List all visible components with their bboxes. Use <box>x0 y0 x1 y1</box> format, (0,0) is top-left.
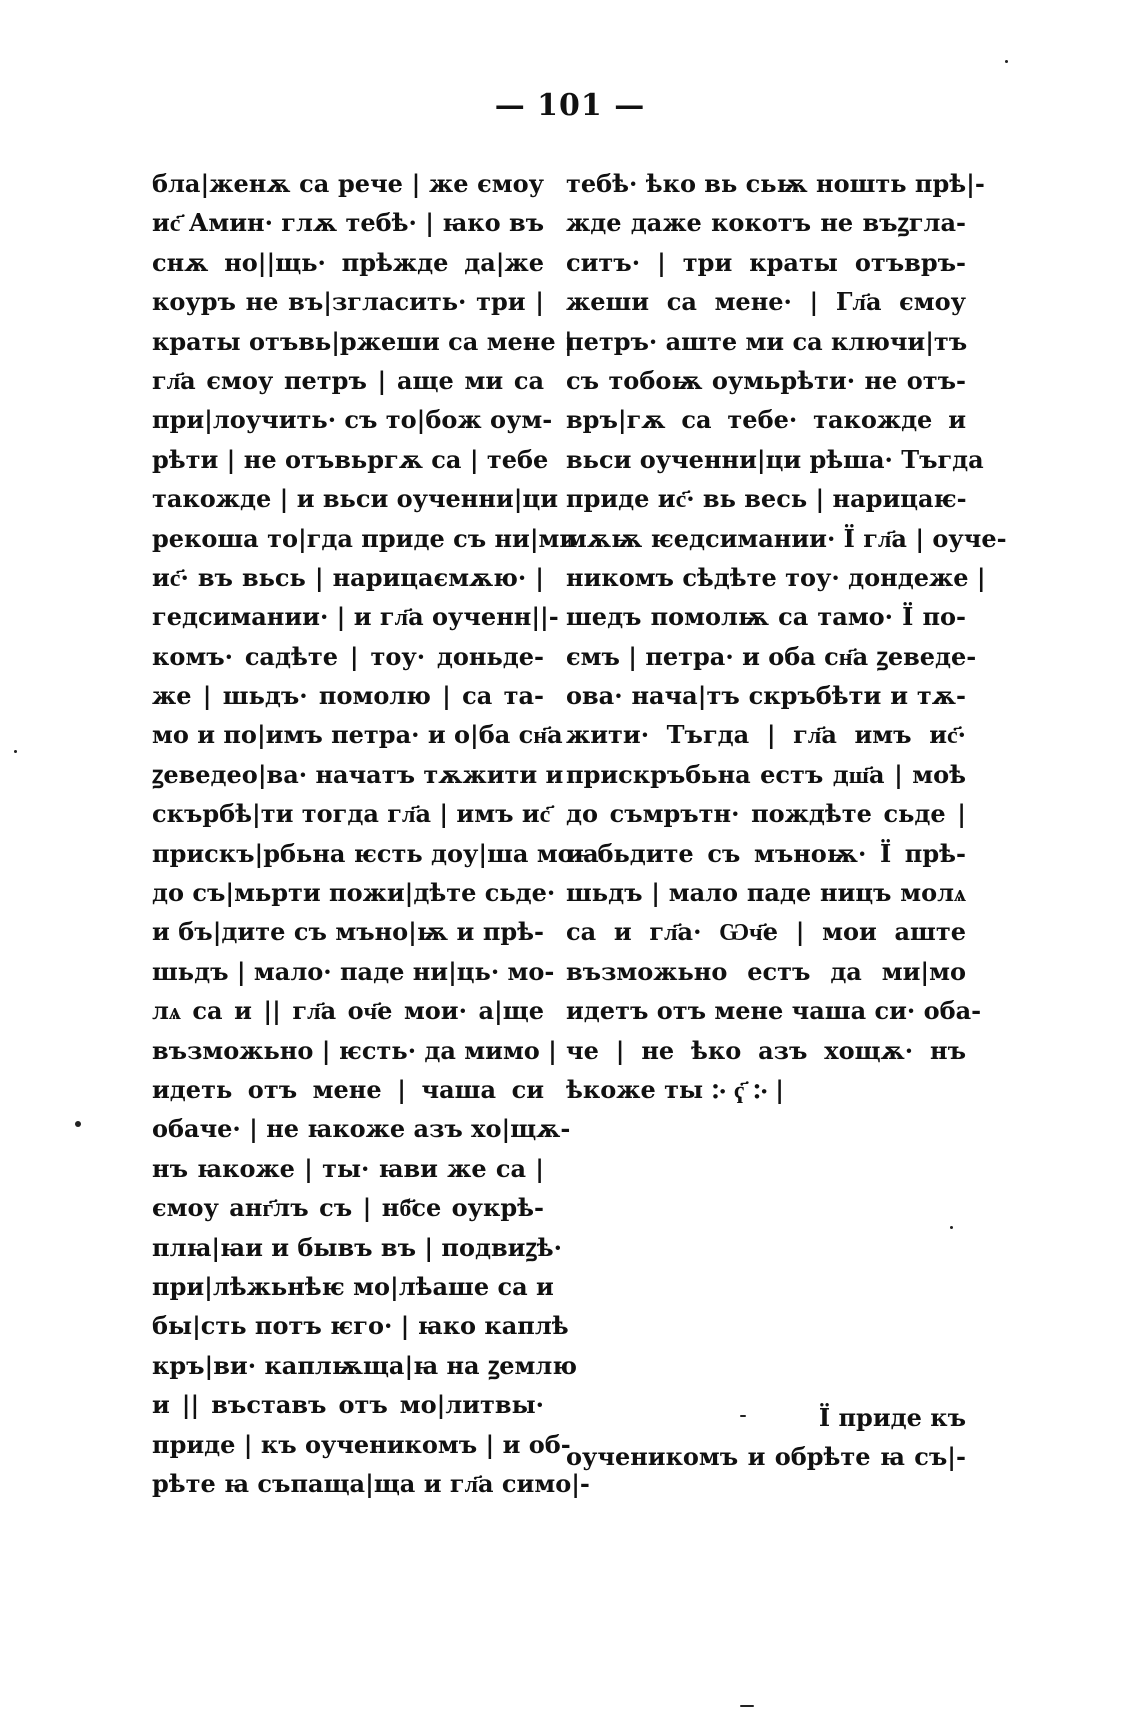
text-line: че | не ѣко азъ хощѫ· нъ <box>566 1035 966 1065</box>
text-line: прискъ|рбьна ѥсть доу|ша моꙗ <box>152 838 599 868</box>
text-line: до съ|мьрти пожи|дѣте сьде· <box>152 878 556 908</box>
text-line: петръ· аште ми са ключи|тъ <box>566 326 968 356</box>
text-line: вьси оученни|ци рѣша· Тъгда <box>566 444 984 474</box>
scan-speck <box>740 1705 754 1707</box>
text-line: жде даже кокотъ не въꙁгла- <box>566 208 966 238</box>
text-line: ємъ | петра· и оба сн҃а ꙁеведе- <box>566 641 977 671</box>
text-line: плꙗ|ꙗи и бывъ въ | подвиꙁѣ· <box>152 1232 563 1262</box>
right-column-resumed-line: Ї приде къ <box>818 1403 966 1432</box>
text-line: комъ· садѣте | тоу· доньде- <box>152 641 544 671</box>
text-line: са и гл҃а· Ѡч҃е | мои аште <box>566 917 966 947</box>
text-line: коуръ не въ|згласить· три | <box>152 287 544 317</box>
text-line: никомъ сѣдѣте тоу· дондеже | <box>566 562 986 592</box>
text-line: ис҃· въ вьсь | нарицаємѫю· | <box>152 562 544 592</box>
text-line: ис҃ Амин· глѫ тебѣ· | ꙗко въ <box>152 208 545 238</box>
scan-speck <box>14 750 17 753</box>
text-line: ова· нача|тъ скръбѣти и тѫ- <box>566 681 966 711</box>
text-line: при|лѣжьнѣѥ мо|лѣаше са и <box>152 1271 554 1301</box>
text-line: ситъ· | три краты отъвръ- <box>566 247 966 277</box>
text-line: и бьдите съ мъноѭ· Ї прѣ- <box>566 838 966 868</box>
text-line: кръ|ви· каплѭща|ꙗ на ꙁемлю <box>152 1350 577 1380</box>
text-line: ємоу анг҃лъ съ | нб҃се оукрѣ- <box>152 1193 544 1223</box>
text-line: приде | къ оученикомъ | и об- <box>152 1429 571 1459</box>
text-line: идетъ отъ мене чаша си· оба- <box>566 996 982 1026</box>
text-line: лѧ са и || гл҃а оч҃е мои· а|ще <box>152 996 544 1026</box>
text-line: обаче· | не ꙗкоже азъ хо|щѫ- <box>152 1114 571 1144</box>
text-line: скърбѣ|ти тогда гл҃а | имъ ис҃ <box>152 799 551 829</box>
text-line: съ тобоѭ оумьрѣти· не отъ- <box>566 365 966 395</box>
text-line: приде ис҃· вь весь | нарицаѥ- <box>566 484 967 514</box>
text-line: ꙁеведео|ва· начатъ тѫжити и <box>152 759 564 789</box>
page-number: — 101 — <box>494 88 646 123</box>
text-line: жеши са мене· | Гл҃а ємоу <box>566 287 966 317</box>
text-line: шедъ помолѭ са тамо· Ї по- <box>566 602 966 632</box>
text-line: рѣти | не отъвьргѫ са | тебе <box>152 444 549 474</box>
text-line: снѫ но||щь· прѣжде да|же <box>152 247 544 277</box>
text-line: бла|женѫ са рече | же ємоу <box>152 169 544 198</box>
text-line: рекоша то|гда приде съ ни|ми <box>152 523 578 553</box>
text-line: шьдъ | мало паде ницъ молѧ <box>566 878 966 908</box>
text-line: бы|сть потъ ѥго· | ꙗко каплѣ <box>152 1311 569 1341</box>
text-line: прискръбьна естъ дш҃а | моѣ <box>566 759 966 789</box>
text-line: възможьно естъ да ми|мо <box>566 956 966 986</box>
text-line: мо и по|имъ петра· и о|ба сн҃а <box>152 720 563 750</box>
text-line: краты отъвь|ржеши са мене | <box>152 326 573 356</box>
text-line: идеть отъ мене | чаша си <box>152 1074 544 1104</box>
text-line: гедсимании· | и гл҃а оученн||- <box>152 602 559 632</box>
text-line: възможьно | ѥсть· да мимо | <box>152 1035 557 1065</box>
text-line: мѫѭ ѥедсимании· Ї гл҃а | оуче- <box>566 523 1007 553</box>
text-line: ѣкоже ты ჻ ҁ҃ ჻ | <box>566 1074 785 1104</box>
text-line: и || въставъ отъ мо|литвы· <box>152 1390 544 1420</box>
text-line: гл҃а ємоу петръ | аще ми са <box>152 365 544 395</box>
text-line: такожде | и вьси оученни|ци <box>152 484 558 514</box>
text-line: връ|гѫ са тебе· такожде и <box>566 405 966 435</box>
right-text-column <box>566 164 1007 1109</box>
scan-speck <box>740 1415 746 1417</box>
text-line: до съмрътн· пождѣте сьде | <box>566 799 966 829</box>
text-line: жити· Тъгда | гл҃а имъ ис҃· <box>566 720 966 750</box>
text-line: при|лоучить· съ то|бож оум- <box>152 405 553 435</box>
left-text-column <box>152 164 599 1503</box>
text-line: и бъ|дите съ мъно|ѭ и прѣ- <box>152 917 544 947</box>
scan-speck <box>75 1121 81 1127</box>
right-column-final-line: оученикомъ и обрѣте ꙗ съ|- <box>566 1442 966 1471</box>
text-line: рѣте ꙗ съпаща|ща и гл҃а симо|- <box>152 1468 590 1498</box>
text-line: нъ ꙗкоже | ты· ꙗви же са | <box>152 1153 544 1183</box>
scan-speck <box>950 1226 953 1229</box>
text-line: шьдъ | мало· паде ни|ць· мо- <box>152 956 555 986</box>
scan-speck <box>1005 60 1008 63</box>
text-line: тебѣ· ѣко вь сьѭ ношть прѣ|- <box>566 169 985 198</box>
text-line: же | шьдъ· помолю | са та- <box>152 681 544 711</box>
